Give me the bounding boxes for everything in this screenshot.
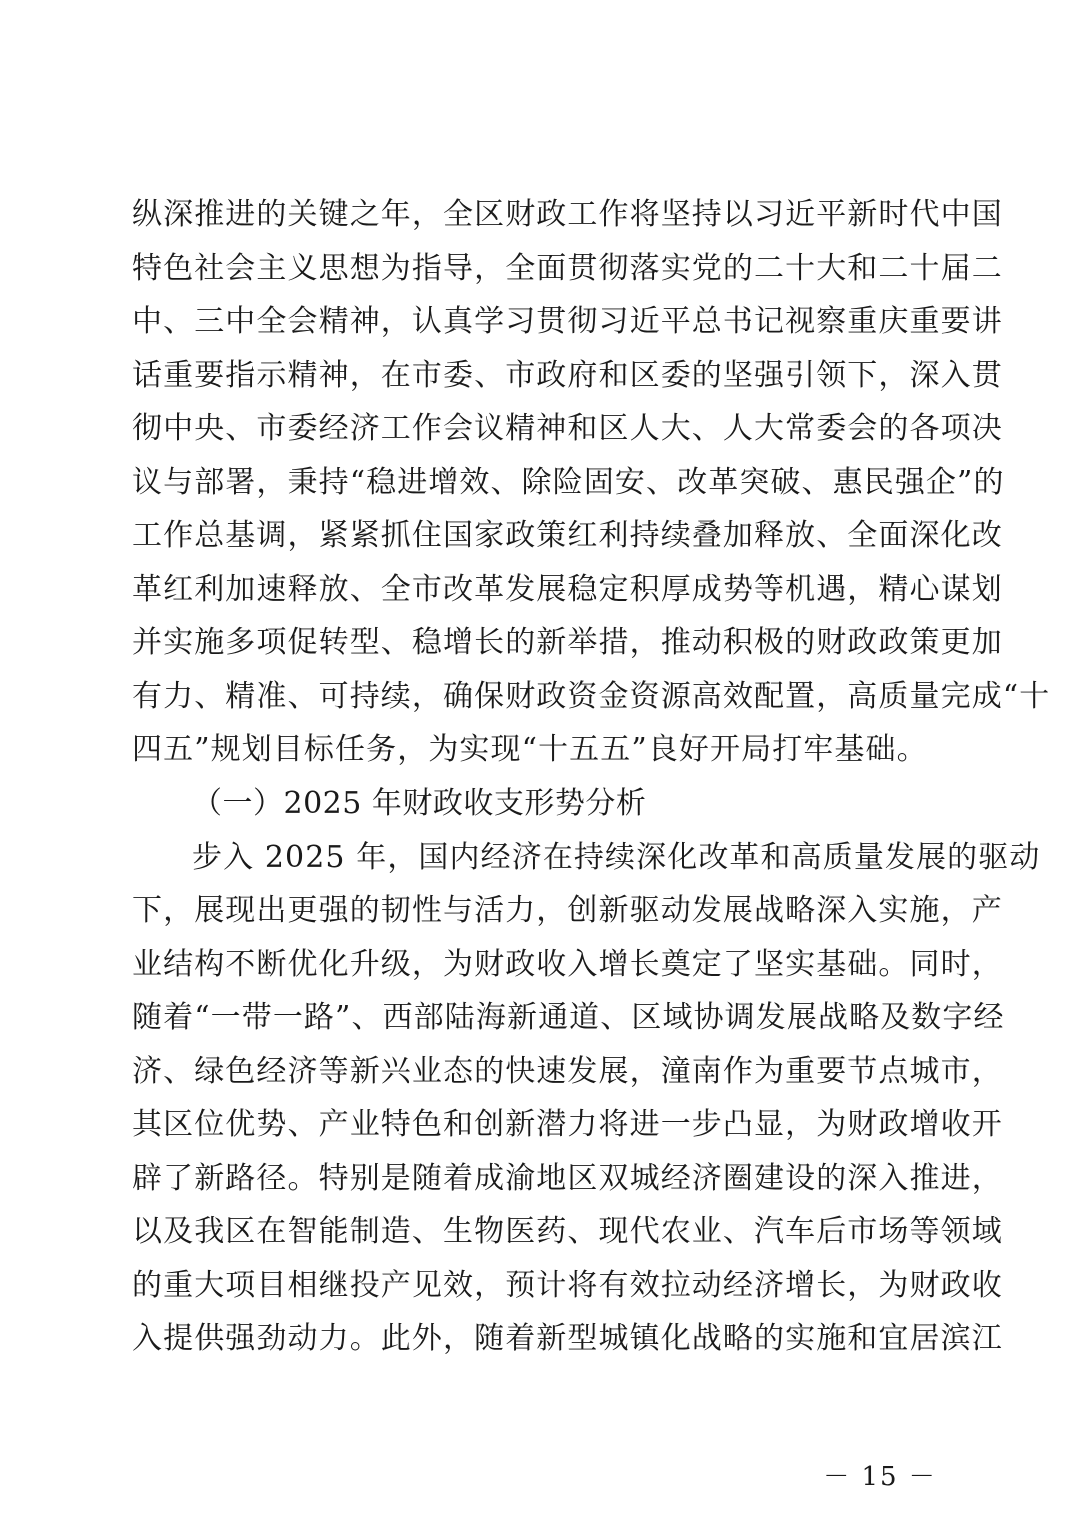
text-line: 业结构不断优化升级，为财政收入增长奠定了坚实基础。同时， (132, 946, 1003, 982)
text-line: 入提供强劲动力。此外，随着新型城镇化战略的实施和宜居滨江 (132, 1321, 1003, 1357)
text-line: 下，展现出更强的韧性与活力，创新驱动发展战略深入实施，产 (132, 893, 1003, 929)
paragraph-analysis (132, 831, 1041, 1366)
text-line: 随着“一带一路”、西部陆海新通道、区域协调发展战略及数字经 (132, 1000, 1005, 1036)
text-line: 特色社会主义思想为指导，全面贯彻落实党的二十大和二十届二 (132, 250, 1003, 286)
text-line: 话重要指示精神，在市委、市政府和区委的坚强引领下，深入贯 (132, 357, 1003, 393)
text-line: 纵深推进的关键之年，全区财政工作将坚持以习近平新时代中国 (132, 197, 1003, 232)
page-number: － 15 － (823, 1462, 937, 1492)
section-heading: （一）2025 年财政收支形势分析 (192, 786, 647, 822)
text-line: 济、绿色经济等新兴业态的快速发展，潼南作为重要节点城市， (132, 1053, 1003, 1089)
text-line: 工作总基调，紧紧抓住国家政策红利持续叠加释放、全面深化改 (132, 518, 1003, 554)
text-line: 步入 2025 年，国内经济在持续深化改革和高质量发展的驱动 (192, 839, 1041, 875)
text-line: 彻中央、市委经济工作会议精神和区人大、人大常委会的各项决 (132, 411, 1003, 447)
text-line: 以及我区在智能制造、生物医药、现代农业、汽车后市场等领域 (132, 1214, 1003, 1250)
text-line: 的重大项目相继投产见效，预计将有效拉动经济增长，为财政收 (132, 1267, 1003, 1303)
paragraph-continuation (132, 188, 1051, 777)
text-line: 其区位优势、产业特色和创新潜力将进一步凸显，为财政增收开 (132, 1107, 1003, 1143)
body-text (132, 188, 1051, 1366)
text-line: 中、三中全会精神，认真学习贯彻习近平总书记视察重庆重要讲 (132, 304, 1003, 340)
text-line: 有力、精准、可持续，确保财政资金资源高效配置，高质量完成“十 (132, 678, 1051, 714)
text-line: 并实施多项促转型、稳增长的新举措，推动积极的财政政策更加 (132, 625, 1003, 661)
text-line: 议与部署，秉持“稳进增效、除险固安、改革突破、惠民强企”的 (132, 464, 1005, 500)
text-line: 四五”规划目标任务，为实现“十五五”良好开局打牢基础。 (132, 732, 928, 768)
text-line: 革红利加速释放、全市改革发展稳定积厚成势等机遇，精心谋划 (132, 571, 1003, 607)
text-line: 辟了新路径。特别是随着成渝地区双城经济圈建设的深入推进， (132, 1160, 1003, 1196)
